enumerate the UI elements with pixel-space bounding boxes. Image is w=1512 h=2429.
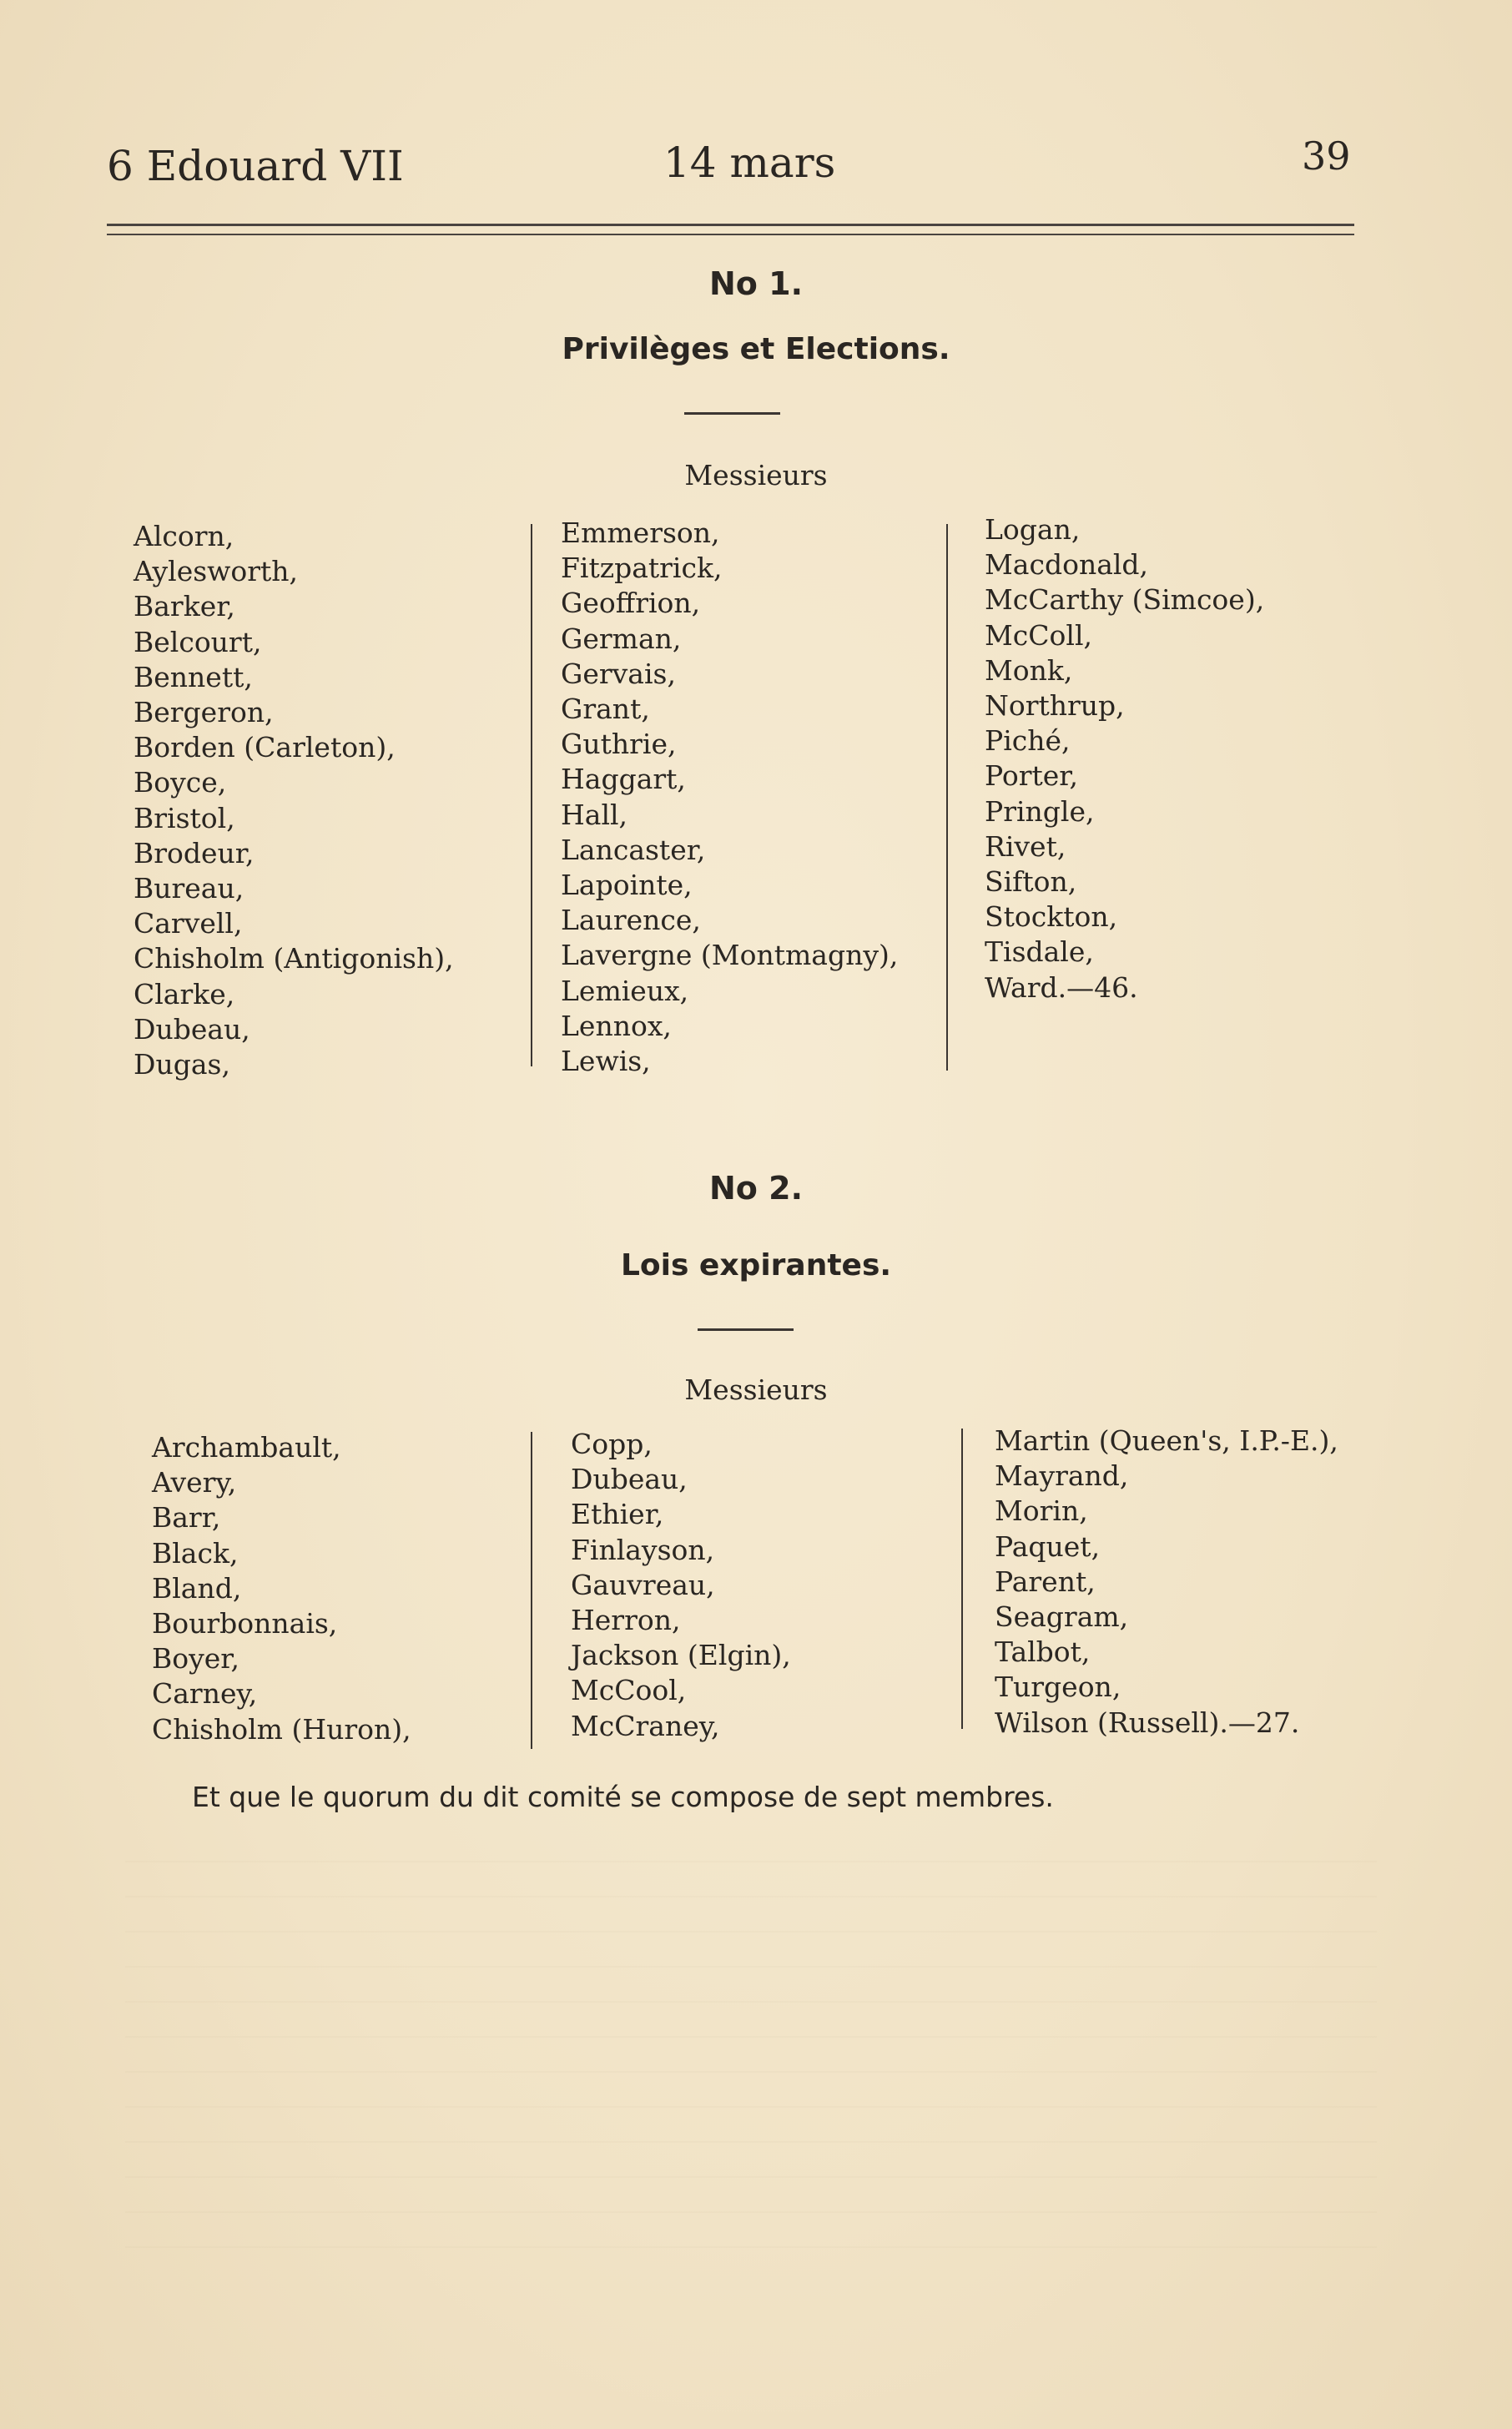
member-name: Chisholm (Huron), (152, 1712, 411, 1746)
member-name: Dubeau, (571, 1463, 688, 1496)
member-name: Monk, (985, 653, 1073, 687)
member-name: Boyer, (152, 1642, 239, 1676)
section-1-column-divider-2 (946, 524, 948, 1071)
member-name: Macdonald, (985, 548, 1149, 582)
member-name: Lapointe, (561, 869, 693, 902)
member-name: Stockton, (985, 900, 1118, 934)
header-volume: 6 Edouard VII (107, 142, 404, 190)
header-rule-second (107, 234, 1354, 235)
member-name: Talbot, (995, 1635, 1091, 1669)
member-name: Lewis, (561, 1045, 651, 1078)
section-2-column-2 (571, 1427, 791, 1744)
header-rule (107, 224, 1354, 226)
page-number: 39 (1302, 134, 1351, 179)
member-name: Barker, (134, 590, 235, 623)
member-name: Avery, (152, 1466, 237, 1499)
section-2-column-3 (995, 1424, 1338, 1741)
member-name: Guthrie, (561, 728, 677, 761)
member-name: Aylesworth, (134, 555, 299, 588)
section-2-divider (698, 1328, 794, 1331)
member-name: McColl, (985, 618, 1092, 652)
section-1-number: No 1. (708, 265, 803, 302)
member-name: German, (561, 622, 682, 655)
header-date: 14 mars (663, 139, 836, 187)
member-name: Logan, (985, 513, 1081, 546)
member-name: Rivet, (985, 829, 1066, 863)
member-name: Brodeur, (134, 836, 255, 869)
member-name: Finlayson, (571, 1533, 715, 1566)
member-name: Clarke, (134, 977, 235, 1010)
member-name: Lemieux, (561, 974, 689, 1007)
member-name: Bourbonnais, (152, 1607, 338, 1640)
member-name: Haggart, (561, 763, 686, 796)
member-name: Copp, (571, 1428, 653, 1460)
member-name: Tisdale, (985, 935, 1094, 969)
member-name: Turgeon, (995, 1671, 1121, 1704)
member-name: Bureau, (134, 872, 244, 905)
section-2-column-divider-1 (531, 1432, 532, 1749)
member-name: Archambault, (152, 1431, 341, 1464)
member-name: Sifton, (985, 865, 1077, 899)
section-2-messieurs: Messieurs (684, 1373, 828, 1406)
member-name: Fitzpatrick, (561, 552, 723, 585)
member-name: Jackson (Elgin), (571, 1639, 791, 1672)
member-name: Bergeron, (134, 696, 274, 729)
member-name: Boyce, (134, 766, 227, 799)
member-name: Pringle, (985, 794, 1095, 828)
member-name: Carney, (152, 1677, 258, 1711)
section-1-messieurs: Messieurs (684, 459, 828, 491)
member-name: Northrup, (985, 689, 1125, 723)
member-name: Bristol, (134, 801, 235, 834)
member-name: Geoffrion, (561, 587, 701, 620)
section-1-column-divider-1 (531, 524, 532, 1066)
section-1-column-1 (134, 519, 454, 1082)
section-2-title: Lois expirantes. (620, 1248, 892, 1283)
member-name: McCool, (571, 1674, 687, 1707)
member-name: Herron, (571, 1604, 681, 1637)
member-name: Gervais, (561, 657, 676, 690)
member-name: Bennett, (134, 660, 253, 693)
member-name: Laurence, (561, 904, 701, 937)
member-name: Parent, (995, 1565, 1096, 1598)
member-name: Ward.—46. (985, 970, 1138, 1004)
member-name: Seagram, (995, 1600, 1129, 1634)
member-name: Dubeau, (134, 1012, 250, 1046)
member-name: Barr, (152, 1501, 221, 1535)
section-1-column-2 (561, 516, 898, 1079)
member-name: Carvell, (134, 907, 243, 940)
member-name: Porter, (985, 759, 1078, 793)
member-name: Mayrand, (995, 1459, 1129, 1493)
member-name: Morin, (995, 1494, 1088, 1528)
member-name: Black, (152, 1536, 239, 1570)
page-header (0, 134, 1512, 200)
member-name: Lavergne (Montmagny), (561, 939, 899, 972)
member-name: Dugas, (134, 1048, 230, 1081)
member-name: Alcorn, (134, 520, 234, 552)
section-1-divider (684, 412, 780, 415)
member-name: Hall, (561, 798, 628, 831)
member-name: Paquet, (995, 1529, 1101, 1563)
member-name: Martin (Queen's, I.P.-E.), (995, 1424, 1338, 1457)
member-name: Emmerson, (561, 517, 720, 549)
section-2-column-divider-2 (961, 1429, 963, 1729)
member-name: Lennox, (561, 1009, 672, 1042)
member-name: Ethier, (571, 1498, 664, 1531)
section-2-number: No 2. (708, 1170, 803, 1207)
section-1-title: Privilèges et Elections. (562, 332, 950, 366)
member-name: McCraney, (571, 1709, 720, 1742)
member-name: Chisholm (Antigonish), (134, 942, 454, 975)
member-name: Bland, (152, 1571, 242, 1605)
member-name: Borden (Carleton), (134, 731, 396, 764)
member-name: Gauvreau, (571, 1568, 715, 1601)
member-name: Lancaster, (561, 833, 706, 866)
member-name: Wilson (Russell).—27. (995, 1706, 1300, 1739)
member-name: McCarthy (Simcoe), (985, 583, 1265, 617)
member-name: Belcourt, (134, 625, 262, 658)
member-name: Piché, (985, 724, 1071, 758)
quorum-statement: Et que le quorum du dit comité se compose de sept membres. (192, 1781, 1054, 1813)
section-2-column-1 (152, 1430, 411, 1747)
member-name: Grant, (561, 693, 650, 726)
section-1-column-3 (985, 512, 1264, 1005)
bleed-through-texture (125, 1861, 1377, 2278)
